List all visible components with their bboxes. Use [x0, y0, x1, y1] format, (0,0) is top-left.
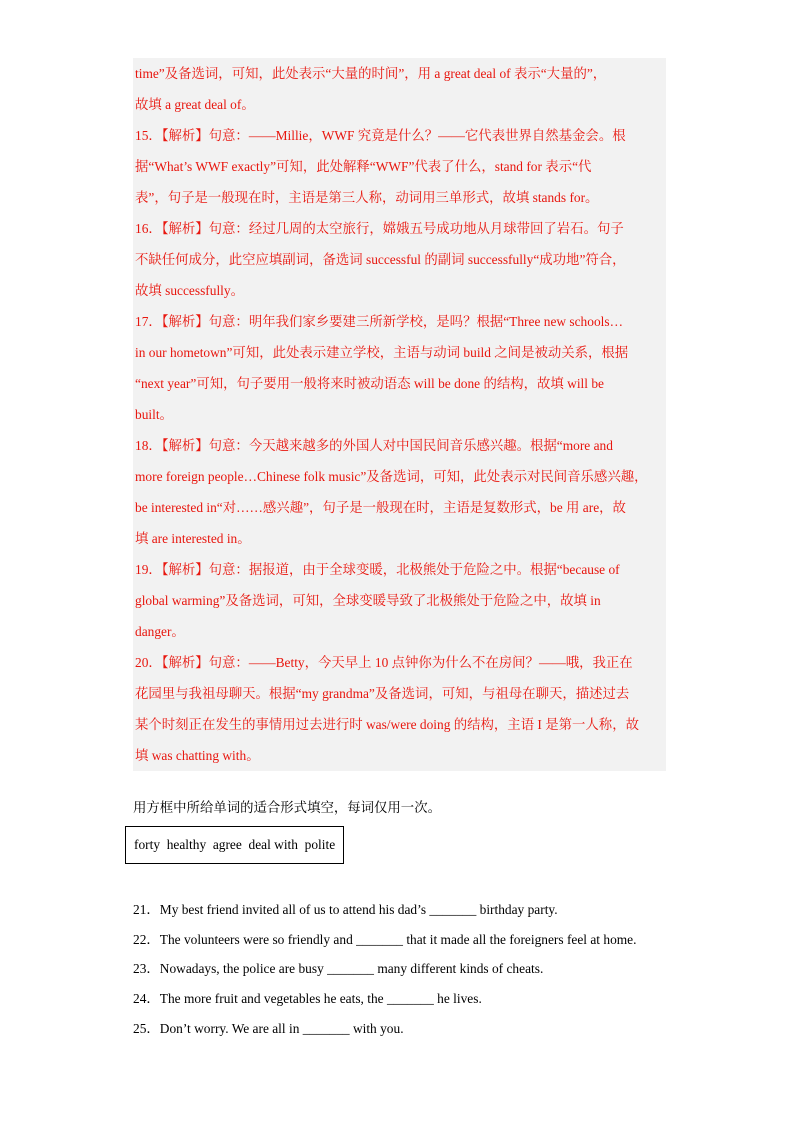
analysis-line: 故填 successfully。 — [135, 283, 244, 298]
analysis-line: global warming”及备选词，可知，全球变暖导致了北极熊处于危险之中，故填 in — [135, 593, 601, 608]
analysis-line: in our hometown”可知，此处表示建立学校，主语与动词 build 之间是被动关系，根据 — [135, 345, 629, 360]
analysis-line: 16．【解析】句意：经过几周的太空旅行，嫦娥五号成功地从月球带回了岩石。句子 — [135, 221, 624, 236]
analysis-line: 某个时刻正在发生的事情用过去进行时 was/were doing 的结构，主语 I 是第一人称，故 — [135, 717, 639, 732]
analysis-line: 花园里与我祖母聊天。根据“my grandma”及备选词，可知，与祖母在聊天，描述过去 — [135, 686, 630, 701]
question-item: 23．Nowadays, the police are busy _______ many different kinds of cheats. — [133, 961, 544, 977]
analysis-line: “next year”可知，句子要用一般将来时被动语态 will be done 的结构，故填 will be — [135, 376, 604, 391]
answer-analysis-block — [133, 58, 666, 771]
analysis-line: 不缺任何成分，此空应填副词，备选词 successful 的副词 successfully“成功地”符合， — [135, 252, 626, 267]
analysis-line: 故填 a great deal of。 — [135, 97, 255, 112]
analysis-line: 19．【解析】句意：据报道，由于全球变暖，北极熊处于危险之中。根据“because of — [135, 562, 620, 577]
question-list — [133, 895, 636, 1044]
word-box: forty healthy agree deal with polite — [125, 826, 344, 864]
question-item: 22．The volunteers were so friendly and _______ that it made all the foreigners feel at home. — [133, 931, 637, 947]
analysis-line: danger。 — [135, 624, 185, 639]
analysis-line: be interested in“对……感兴趣”，句子是一般现在时，主语是复数形式，be 用 are，故 — [135, 500, 626, 515]
question-item: 24．The more fruit and vegetables he eats, the _______ he lives. — [133, 991, 482, 1007]
question-item: 25．Don’t worry. We are all in _______ with you. — [133, 1020, 404, 1036]
section-instruction: 用方框中所给单词的适合形式填空，每词仅用一次。 — [133, 800, 441, 815]
analysis-line: 据“What’s WWF exactly”可知，此处解释“WWF”代表了什么，stand for 表示“代 — [135, 159, 592, 174]
question-item: 21．My best friend invited all of us to attend his dad’s _______ birthday party. — [133, 902, 558, 917]
analysis-line: 18．【解析】句意：今天越来越多的外国人对中国民间音乐感兴趣。根据“more and — [135, 438, 613, 453]
analysis-line: 20．【解析】句意：——Betty，今天早上 10 点钟你为什么不在房间？——哦，我正在 — [135, 655, 633, 670]
analysis-line: built。 — [135, 407, 173, 422]
analysis-paragraphs — [135, 58, 664, 771]
analysis-line: 17．【解析】句意：明年我们家乡要建三所新学校，是吗？根据“Three new schools… — [135, 314, 623, 329]
analysis-line: 15．【解析】句意：——Millie，WWF 究竟是什么？——它代表世界自然基金会。根 — [135, 128, 626, 143]
analysis-line: time”及备选词，可知，此处表示“大量的时间”，用 a great deal of 表示“大量的”， — [135, 66, 607, 81]
analysis-line: more foreign people…Chinese folk music”及备选词，可知，此处表示对民间音乐感兴趣， — [135, 469, 648, 484]
analysis-line: 表”，句子是一般现在时，主语是第三人称，动词用三单形式，故填 stands for。 — [135, 190, 599, 205]
analysis-line: 填 was chatting with。 — [135, 748, 260, 763]
analysis-line: 填 are interested in。 — [135, 531, 251, 546]
